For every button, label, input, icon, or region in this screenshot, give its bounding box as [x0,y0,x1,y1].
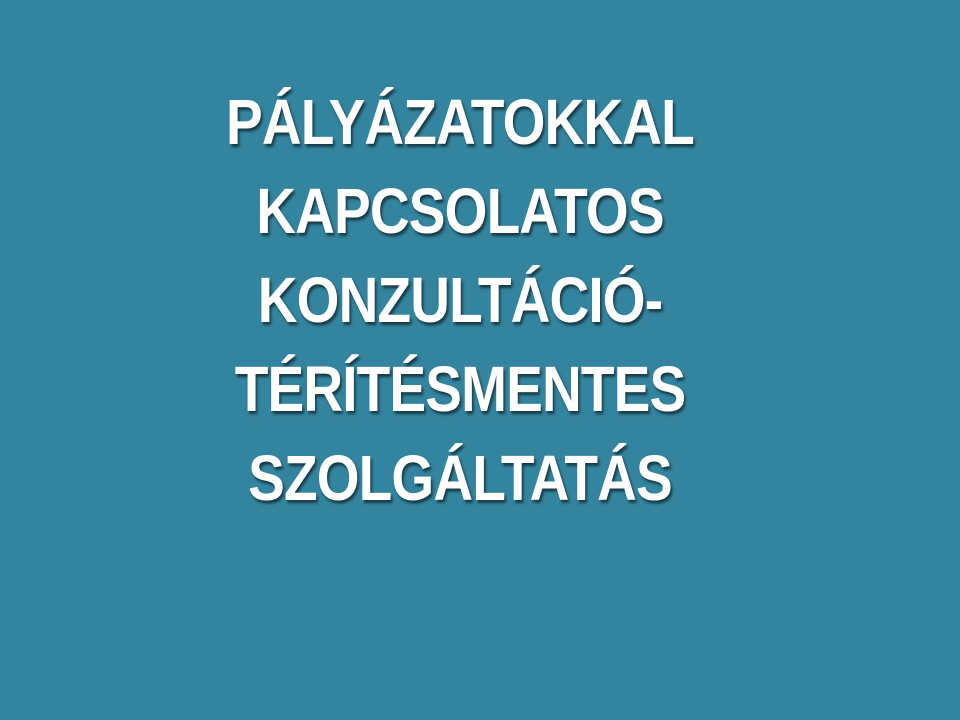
title-line-2: KAPCSOLATOS [256,175,664,247]
title-line-3: KONZULTÁCIÓ- [257,264,663,336]
title-line-1: PÁLYÁZATOKKAL [226,86,694,158]
title-line-4: TÉRÍTÉSMENTES [234,353,686,425]
title-line-5: SZOLGÁLTATÁS [248,442,672,514]
slide-title [0,78,920,523]
